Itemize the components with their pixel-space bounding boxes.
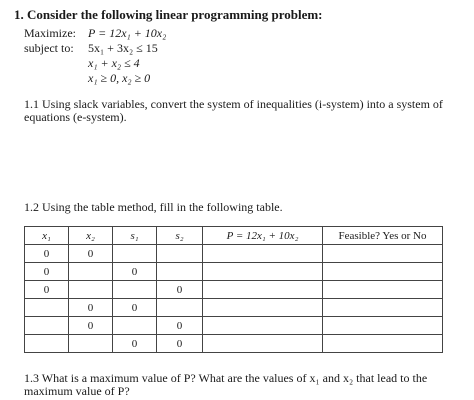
table-cell[interactable] [203,245,323,263]
table-cell[interactable] [203,263,323,281]
objective-function: P = 12x₁ + 10x₂ [88,26,167,40]
table-row [25,299,443,317]
table-cell[interactable] [203,299,323,317]
table-cell[interactable] [25,317,69,335]
table-cell[interactable] [203,281,323,299]
table-cell[interactable]: 0 [25,263,69,281]
table-row [25,263,443,281]
table-cell[interactable]: 0 [113,335,157,353]
header-objective: P = 12x₁ + 10x₂ [203,227,323,245]
constraint-3: x₁ ≥ 0, x₂ ≥ 0 [88,71,151,85]
problem-heading: 1. Consider the following linear programming problem: [14,7,323,22]
table-cell[interactable] [113,245,157,263]
table-row [25,281,443,299]
table-cell[interactable] [113,281,157,299]
table-cell[interactable]: 0 [157,281,203,299]
table-cell[interactable] [69,335,113,353]
table-cell[interactable] [323,245,443,263]
table-header-row [25,227,443,245]
table-cell[interactable] [323,281,443,299]
table-cell[interactable] [157,299,203,317]
simplex-table [24,226,443,353]
table-cell[interactable] [323,335,443,353]
table-cell[interactable] [69,263,113,281]
subject-to-label: subject to: [24,41,74,55]
table-row [25,335,443,353]
maximize-label: Maximize: [24,26,76,40]
table-cell[interactable] [157,245,203,263]
table-cell[interactable] [203,317,323,335]
table-cell[interactable] [157,263,203,281]
table-cell[interactable] [323,317,443,335]
table-cell[interactable] [323,263,443,281]
header-s1: s₁ [113,227,157,245]
table-cell[interactable]: 0 [113,299,157,317]
table-cell[interactable] [69,281,113,299]
question-1-1: 1.1 Using slack variables, convert the system of inequalities (i-system) into a system of equations (e-system). [24,97,443,124]
table-cell[interactable]: 0 [25,281,69,299]
constraint-1: 5x₁ + 3x₂ ≤ 15 [88,41,158,55]
table-row [25,317,443,335]
table-cell[interactable]: 0 [25,245,69,263]
table-cell[interactable] [25,299,69,317]
question-1-2: 1.2 Using the table method, fill in the following table. [24,200,283,214]
header-s2: s₂ [157,227,203,245]
header-x1: x₁ [25,227,69,245]
table-cell[interactable]: 0 [157,317,203,335]
table-cell[interactable] [323,299,443,317]
table-cell[interactable]: 0 [69,299,113,317]
header-feasible: Feasible? Yes or No [323,227,443,245]
table-cell[interactable]: 0 [113,263,157,281]
table-cell[interactable]: 0 [69,317,113,335]
table-row [25,245,443,263]
header-x2: x₂ [69,227,113,245]
table-cell[interactable]: 0 [157,335,203,353]
table-cell[interactable] [113,317,157,335]
table-cell[interactable] [25,335,69,353]
table-cell[interactable]: 0 [69,245,113,263]
question-1-3: 1.3 What is a maximum value of P? What are the values of x₁ and x₂ that lead to the maximum value of P? [24,371,428,398]
table-cell[interactable] [203,335,323,353]
constraint-2: x₁ + x₂ ≤ 4 [88,56,140,70]
